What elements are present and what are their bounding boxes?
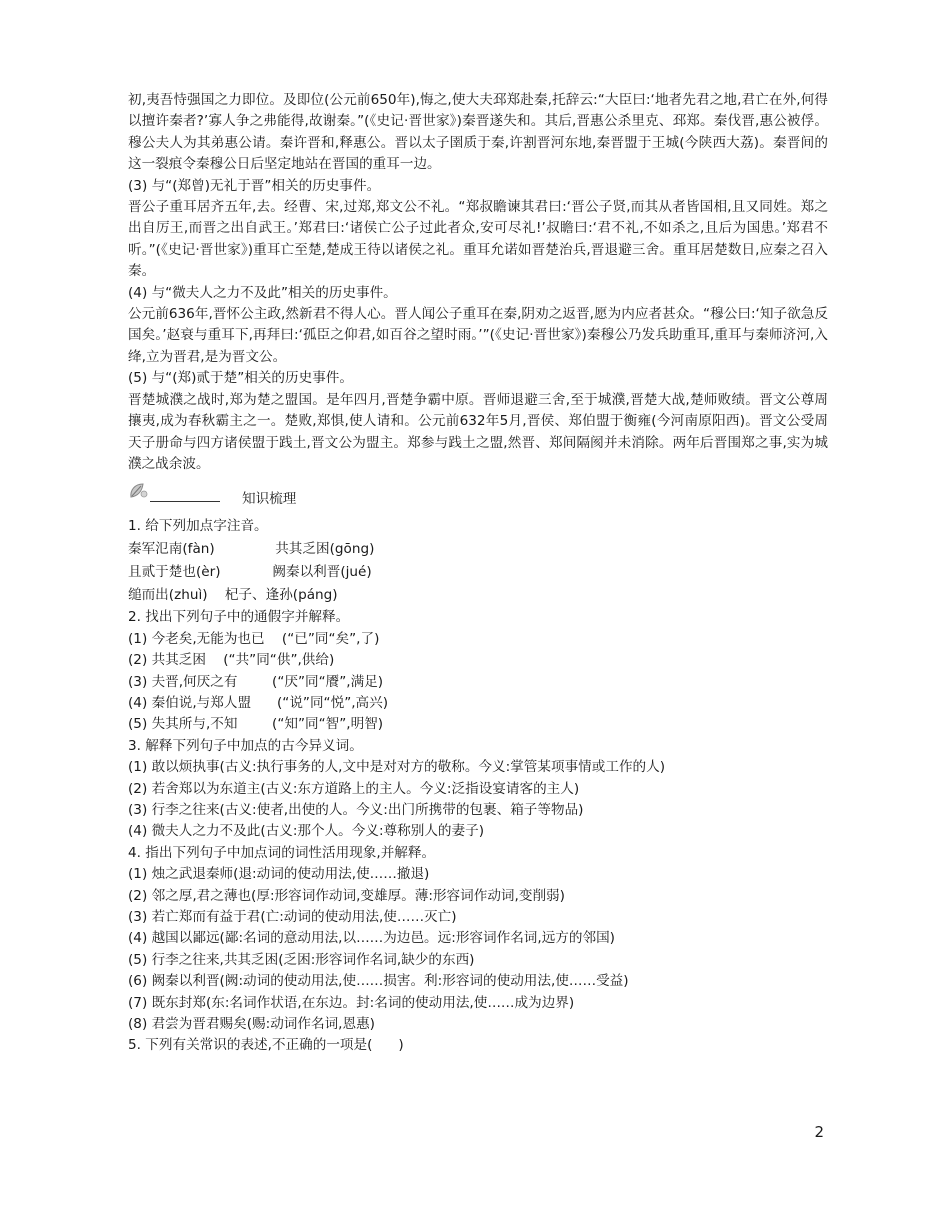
page-content <box>128 90 828 1057</box>
section-header <box>128 479 828 515</box>
section-title: 知识梳理 <box>242 491 297 508</box>
answer-line: (3) 夫晋,何厌之有 (“厌”同“餍”,满足) <box>128 673 384 690</box>
history-paragraph: 晋公子重耳居齐五年,去。经曹、宋,过郑,郑文公不礼。“郑叔瞻谏其君曰:‘晋公子贤,而其从者皆国相,且又同姓。郑之出自厉王,而晋之出自武王。’郑君曰:‘诸侯亡公子过此者众,安可尽礼!’叔瞻曰:‘君不礼,不如杀之,且后为国患。’郑君不听。”(《史记·晋世家》)重耳亡至楚,楚成王待以诸侯之礼。重耳允诺如晋楚治兵,晋退避三舍。重耳居楚数日,应秦之召入秦。 <box>128 199 828 280</box>
question-3 <box>128 736 828 843</box>
answer-line: (1) 今老矣,无能为也已 (“已”同“矣”,了) <box>128 630 380 647</box>
answer-line: (2) 若舍郑以为东道主(古义:东方道路上的主人。今义:泛指设宴请客的主人) <box>128 780 580 797</box>
question-2 <box>128 607 828 735</box>
answer-line: (7) 既东封郑(东:名词作状语,在东边。封:名词的使动用法,使……成为边界) <box>128 994 575 1011</box>
question-1 <box>128 515 828 607</box>
history-paragraph: 初,夷吾恃强国之力即位。及即位(公元前650年),悔之,使大夫邳郑赴秦,托辞云:“大臣曰:‘地者先君之地,君亡在外,何得以擅许秦者?’寡人争之弗能得,故谢秦。”(《史记·晋世家》)秦晋遂失和。其后,晋惠公杀里克、邳郑。秦伐晋,惠公被俘。穆公夫人为其弟惠公请。秦许晋和,释惠公。晋以太子圉质于秦,许割晋河东地,秦晋盟于王城(今陕西大荔)。秦晋间的这一裂痕令秦穆公日后坚定地站在晋国的重耳一边。 <box>128 92 828 173</box>
answer-line: (5) 失其所与,不知 (“知”同“智”,明智) <box>128 716 384 733</box>
answer-line: (1) 烛之武退秦师(退:动词的使动用法,使……撤退) <box>128 866 430 883</box>
answer-line: (2) 邻之厚,君之薄也(厚:形容词作动词,变雄厚。薄:形容词作动词,变削弱) <box>128 887 565 904</box>
history-paragraph: 公元前636年,晋怀公主政,然新君不得人心。晋人闻公子重耳在秦,阴劝之返晋,愿为内应者甚众。“穆公曰:‘知子欲急反国矣。’赵衰与重耳下,再拜曰:‘孤臣之仰君,如百谷之望时雨。’”(《史记·晋世家》)秦穆公乃发兵助重耳,重耳与秦师济河,入绛,立为晋君,是为晋文公。 <box>128 306 828 365</box>
answer-line: (1) 敢以烦执事(古义:执行事务的人,文中是对对方的敬称。今义:掌管某项事情或工作的人) <box>128 759 666 776</box>
pinyin-line: 秦军氾南(fàn) 共其乏困(gōng) <box>128 541 375 558</box>
subheading: (3) 与“(郑曾)无礼于晋”相关的历史事件。 <box>128 177 381 194</box>
answer-line: (2) 共其乏困 (“共”同“供”,供给) <box>128 652 335 669</box>
pinyin-line: 且贰于楚也(èr) 阙秦以利晋(jué) <box>128 564 372 581</box>
subheading: (5) 与“(郑)贰于楚”相关的历史事件。 <box>128 370 353 387</box>
history-paragraph: 晋楚城濮之战时,郑为楚之盟国。是年四月,晋楚争霸中原。晋师退避三舍,至于城濮,晋楚大战,楚师败绩。晋文公尊周攘夷,成为春秋霸主之一。楚败,郑惧,使人请和。公元前632年5月,晋侯、郑伯盟于衡雍(今河南原阳西)。晋文公受周天子册命与四方诸侯盟于践土,晋文公为盟主。郑参与践土之盟,然晋、郑间隔阂并未消除。两年后晋围郑之事,实为城濮之战余波。 <box>128 391 828 472</box>
question-title: 2. 找出下列句子中的通假字并解释。 <box>128 609 350 626</box>
question-title: 4. 指出下列句子中加点词的词性活用现象,并解释。 <box>128 844 436 861</box>
pinyin-line: 缒而出(zhuì) 杞子、逢孙(páng) <box>128 587 338 604</box>
answer-line: (3) 若亡郑而有益于君(亡:动词的使动用法,使……灭亡) <box>128 909 457 925</box>
answer-line: (4) 越国以鄙远(鄙:名词的意动用法,以……为边邑。远:形容词作名词,远方的邻国) <box>128 930 615 947</box>
answer-line: (3) 行李之往来(古义:使者,出使的人。今义:出门所携带的包裹、箱子等物品) <box>128 801 584 818</box>
question-title: 1. 给下列加点字注音。 <box>128 518 268 535</box>
subheading: (4) 与“微夫人之力不及此”相关的历史事件。 <box>128 284 397 301</box>
answer-line: (5) 行李之往来,共其乏困(乏困:形容词作名词,缺少的东西) <box>128 951 475 968</box>
question-title: 3. 解释下列句子中加点的古今异义词。 <box>128 737 363 754</box>
answer-line: (4) 微夫人之力不及此(古义:那个人。今义:尊称别人的妻子) <box>128 823 484 840</box>
answer-line: (4) 秦伯说,与郑人盟 (“说”同“悦”,高兴) <box>128 694 389 711</box>
question-title: 5. 下列有关常识的表述,不正确的一项是( ) <box>128 1037 404 1054</box>
question-5 <box>128 1035 828 1056</box>
answer-line: (6) 阙秦以利晋(阙:动词的使动用法,使……损害。利:形容词的使动用法,使……受益) <box>128 973 629 990</box>
page-number: 2 <box>814 1123 824 1141</box>
leaf-ornament-icon <box>128 481 150 501</box>
answer-line: (8) 君尝为晋君赐矣(赐:动词作名词,恩惠) <box>128 1016 375 1033</box>
question-4 <box>128 843 828 1036</box>
section-rule <box>150 501 220 502</box>
